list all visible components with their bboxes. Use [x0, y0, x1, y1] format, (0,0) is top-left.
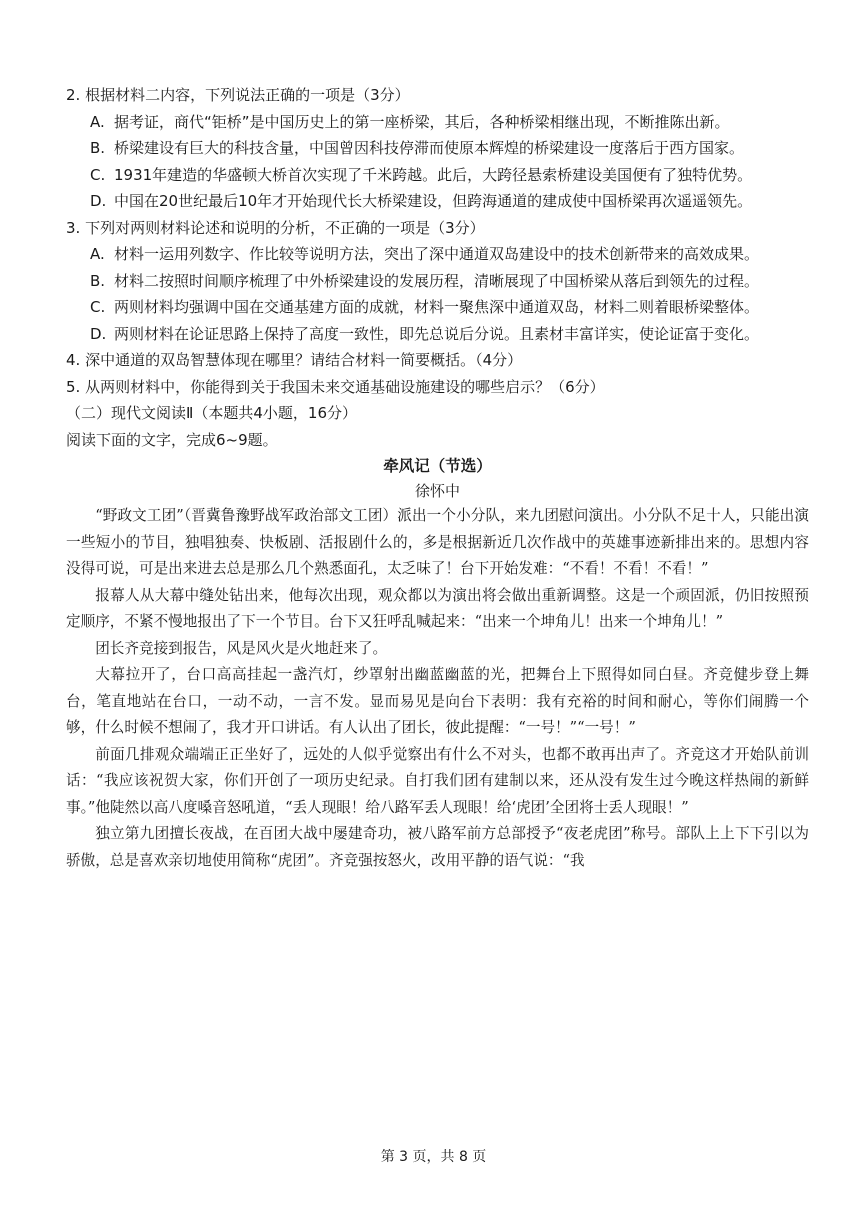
- question-3-option-d: [90, 321, 809, 348]
- article-paragraph: 团长齐竞接到报告，风是风火是火地赶来了。: [95, 639, 388, 657]
- page-number: 第 3 页，共 8 页: [380, 1149, 487, 1165]
- option-text: 据考证，商代“钜桥”是中国历史上的第一座桥梁，其后，各种桥梁相继出现，不断推陈出新。: [114, 112, 730, 131]
- question-4: 4. 深中通道的双岛智慧体现在哪里？请结合材料一简要概括。（4分）: [66, 351, 523, 369]
- option-letter: C.: [90, 298, 106, 316]
- article-author: 徐怀中: [414, 482, 460, 500]
- article-paragraph: 报幕人从大幕中缝处钻出来，他每次出现，观众都以为演出将会做出重新调整。这是一个顽固派，仍旧按照预定顺序，不紧不慢地报出了下一个节目。台下又狂呼乱喊起来：“出来一个坤角儿！出来一个坤角儿！”: [66, 586, 809, 630]
- question-2-option-d: [90, 188, 809, 215]
- article-paragraph: 大幕拉开了，台口高高挂起一盏汽灯，纱罩射出幽蓝幽蓝的光，把舞台上下照得如同白昼。齐竞健步登上舞台，笔直地站在台口，一动不动，一言不发。显而易见是向台下表明：我有充裕的时间和耐心，等你们闹腾一个够，什么时候不想闹了，我才开口讲话。有人认出了团长，彼此提醒：“一号！”“一号！”: [66, 666, 809, 736]
- question-2-option-b: [90, 135, 809, 162]
- option-letter: D.: [90, 192, 107, 210]
- section-heading: （二）现代文阅读Ⅱ（本题共4小题，16分）: [66, 404, 358, 422]
- question-2-option-c: [90, 162, 809, 189]
- option-letter: D.: [90, 324, 107, 343]
- option-text: 1931年建造的华盛顿大桥首次实现了千米跨越。此后，大跨径悬索桥建设美国便有了独特优势。: [114, 165, 753, 184]
- article-title: 牵风记（节选）: [383, 457, 492, 475]
- question-5: 5. 从两则材料中，你能得到关于我国未来交通基础设施建设的哪些启示？（6分）: [66, 377, 605, 396]
- option-text: 两则材料在论证思路上保持了高度一致性，即先总说后分说。且素材丰富详实，使论证富于变化。: [114, 324, 760, 343]
- option-letter: B.: [90, 139, 106, 157]
- option-text: 桥梁建设有巨大的科技含量，中国曾因科技停滞而使原本辉煌的桥梁建设一度落后于西方国家。: [114, 139, 745, 157]
- article-paragraph: 前面几排观众端端正正坐好了，远处的人似乎觉察出有什么不对头，也都不敢再出声了。齐竞这才开始队前训话：“我应该祝贺大家，你们开创了一项历史纪录。自打我们团有建制以来，还从没有发生过今晚这样热闹的新鲜事。”他陡然以高八度嗓音怒吼道，“丢人现眼！给八路军丢人现眼！给‘虎团’全团将士丢人现眼！”: [66, 745, 809, 816]
- question-3-option-a: [90, 241, 809, 268]
- option-letter: A.: [90, 245, 105, 263]
- article-paragraph: 独立第九团擅长夜战，在百团大战中屡建奇功，被八路军前方总部授予“夜老虎团”称号。部队上上下下引以为骄傲，总是喜欢亲切地使用简称“虎团”。齐竞强按怒火，改用平静的语气说：“我: [66, 825, 809, 869]
- question-3-option-c: [90, 294, 809, 321]
- option-letter: C.: [90, 165, 106, 184]
- option-letter: A.: [90, 112, 105, 131]
- question-2-option-a: [90, 109, 809, 136]
- option-letter: B.: [90, 271, 106, 290]
- question-3-stem: 3. 下列对两则材料论述和说明的分析，不正确的一项是（3分）: [66, 218, 485, 237]
- reading-instruction: 阅读下面的文字，完成6~9题。: [66, 430, 278, 449]
- option-text: 两则材料均强调中国在交通基建方面的成就，材料一聚焦深中通道双岛，材料二则着眼桥梁整体。: [114, 298, 760, 316]
- option-text: 中国在20世纪最后10年才开始现代长大桥梁建设，但跨海通道的建成使中国桥梁再次遥遥领先。: [114, 192, 753, 210]
- question-2-stem: 2. 根据材料二内容，下列说法正确的一项是（3分）: [66, 86, 410, 104]
- option-text: 材料一运用列数字、作比较等说明方法，突出了深中通道双岛建设中的技术创新带来的高效成果。: [114, 245, 760, 263]
- question-3-option-b: [90, 268, 809, 295]
- article-paragraph: “野政文工团”（晋冀鲁豫野战军政治部文工团）派出一个小分队，来九团慰问演出。小分队不足十人，只能出演一些短小的节目，独唱独奏、快板剧、活报剧什么的，多是根据新近几次作战中的英雄事迹新排出来的。思想内容没得可说，可是出来进去总是那么几个熟悉面孔，太乏味了！台下开始发难：“不看！不看！不看！”: [66, 507, 809, 577]
- option-text: 材料二按照时间顺序梳理了中外桥梁建设的发展历程，清晰展现了中国桥梁从落后到领先的过程。: [114, 271, 760, 290]
